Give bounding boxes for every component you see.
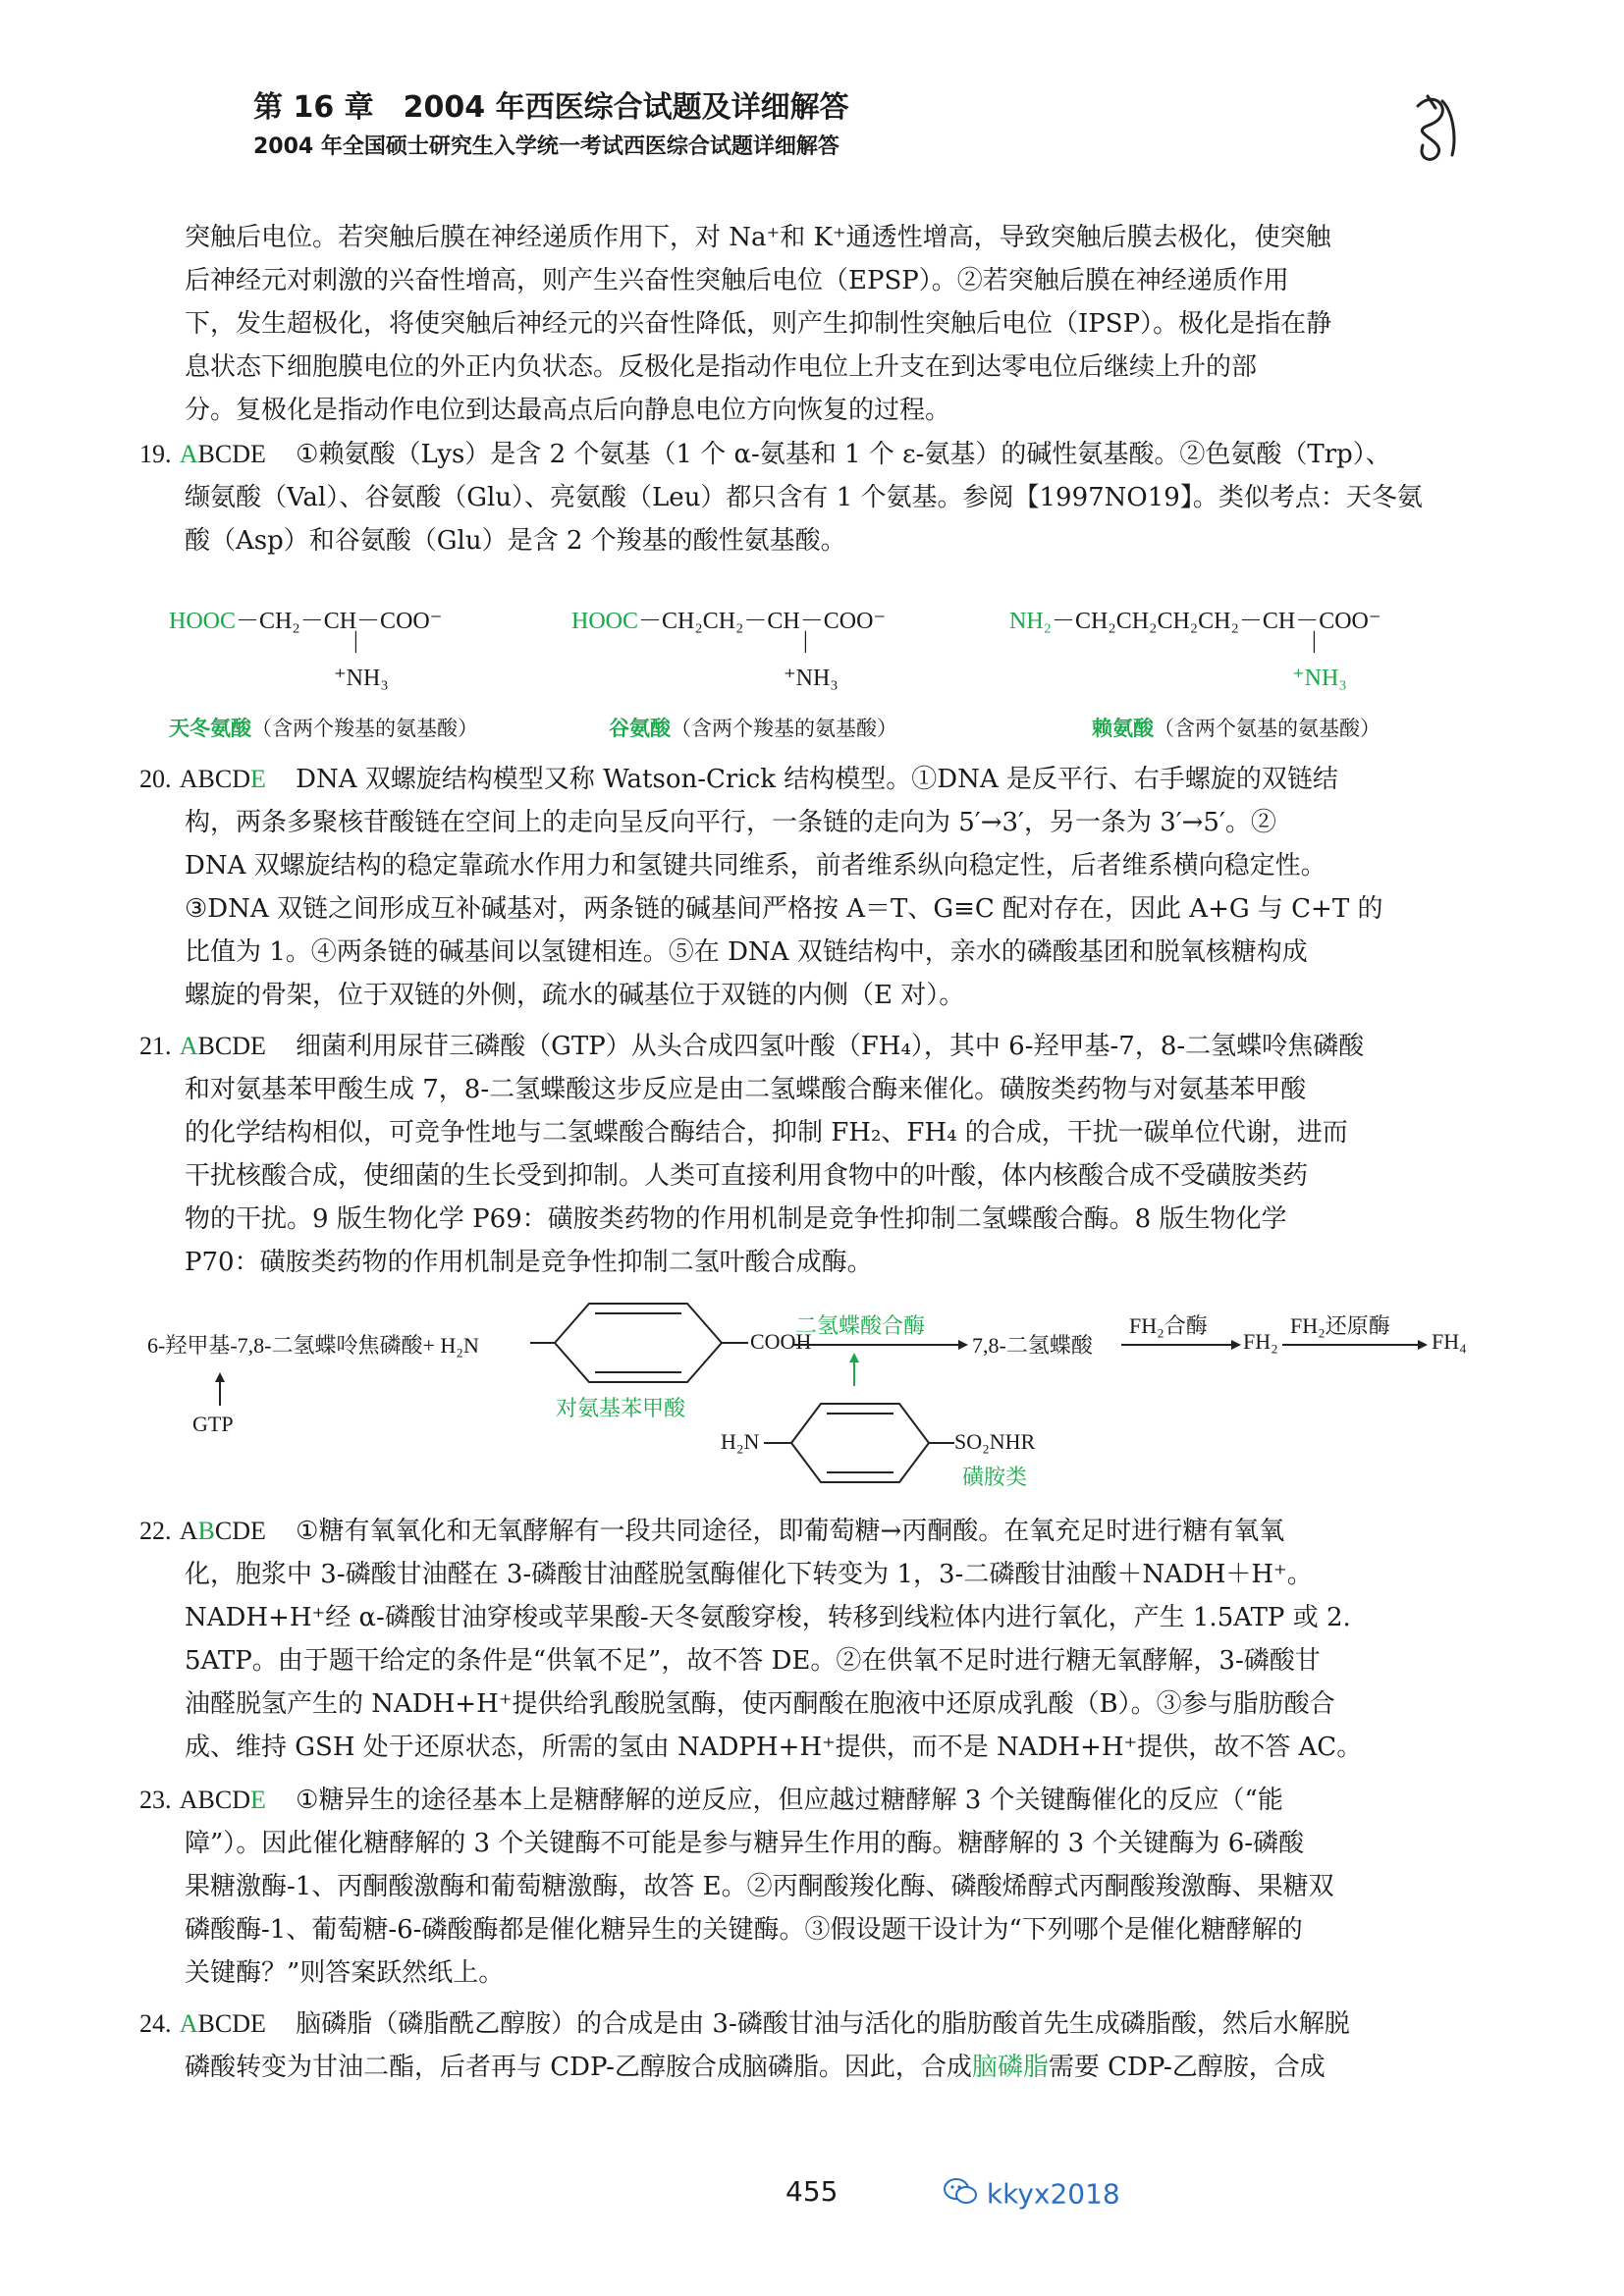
answer-correct: E <box>250 765 266 793</box>
explanation-line: 成、维持 GSH 处于还原状态，所需的氢由 NADPH+H⁺提供，而不是 NADH+H⁺提供，故不答 AC。 <box>185 1733 1363 1762</box>
intro-line: 下，发生超极化，将使突触后神经元的兴奋性降低，则产生抑制性突触后电位（IPSP）。极化是指在静 <box>185 309 1332 339</box>
so2nhr-label: SO₂NHR <box>954 1429 1036 1454</box>
answer-options: A <box>179 1517 198 1545</box>
question-number: 21. <box>139 1032 172 1060</box>
explanation-line: 干扰核酸合成，使细菌的生长受到抑制。人类可直接利用食物中的叶酸，体内核酸合成不受磺胺类药 <box>185 1161 1309 1191</box>
intro-line: 后神经元对刺激的兴奋性增高，则产生兴奋性突触后电位（EPSP）。②若突触后膜在神经递质作用 <box>185 266 1289 295</box>
explanation-line: 缬氨酸（Val）、谷氨酸（Glu）、亮氨酸（Leu）都只含有 1 个氨基。参阅【1997NO19】。类似考点：天冬氨 <box>185 483 1423 512</box>
chapter-title: 第 16 章 2004 年西医综合试题及详细解答 <box>253 90 849 125</box>
enzyme1-label: 二氢蝶酸合酶 <box>795 1313 926 1338</box>
explanation-line: 果糖激酶-1、丙酮酸激酶和葡萄糖激酶，故答 E。②丙酮酸羧化酶、磷酸烯醇式丙酮酸羧激酶、果糖双 <box>185 1872 1334 1901</box>
substrate-label: 6-羟甲基-7,8-二氢蝶呤焦磷酸+ H₂N <box>147 1333 479 1358</box>
enzyme2-label: FH₂合酶 <box>1129 1313 1208 1338</box>
asp-caption: 天冬氨酸（含两个羧基的氨基酸） <box>169 717 478 740</box>
explanation-line: 磷酸转变为甘油二酯，后者再与 CDP-乙醇胺合成脑磷脂。因此，合成脑磷脂需要 CDP-乙醇胺，合成 <box>185 2053 1326 2082</box>
explanation-line: DNA 双螺旋结构的稳定靠疏水作用力和氢键共同维系，前者维系纵向稳定性，后者维系横向稳定性。 <box>185 851 1326 881</box>
explanation-line: 细菌利用尿苷三磷酸（GTP）从头合成四氢叶酸（FH₄），其中 6-羟甲基-7，8-二氢蝶呤焦磷酸 <box>296 1032 1365 1061</box>
explanation-line: 油醛脱氢产生的 NADH+H⁺提供给乳酸脱氢酶，使丙酮酸在胞液中还原成乳酸（B）。③参与脂肪酸合 <box>185 1689 1335 1719</box>
explanation-line: 比值为 1。④两条链的碱基间以氢键相连。⑤在 DNA 双链结构中，亲水的磷酸基团和脱氧核糖构成 <box>185 937 1308 967</box>
explanation-line: ①糖有氧氧化和无氧酵解有一段共同途径，即葡萄糖→丙酮酸。在氧充足时进行糖有氧氧 <box>296 1517 1285 1546</box>
product1-label: 7,8-二氢蝶酸 <box>972 1333 1093 1358</box>
question-20 <box>139 758 1485 1017</box>
cooh-label: COOH <box>750 1329 812 1354</box>
explanation-line: ①赖氨酸（Lys）是含 2 个氨基（1 个 α-氨基和 1 个 ε-氨基）的碱性氨基酸。②色氨酸（Trp）、 <box>296 440 1391 469</box>
question-number: 22. <box>139 1517 172 1545</box>
product3-label: FH₄ <box>1432 1329 1467 1354</box>
explanation-line: DNA 双螺旋结构模型又称 Watson-Crick 结构模型。①DNA 是反平行、右手螺旋的双链结 <box>296 765 1338 794</box>
answer-correct: B <box>197 1517 215 1545</box>
explanation-line: 障”）。因此催化糖酵解的 3 个关键酶不可能是参与糖异生作用的酶。糖酵解的 3 个关键酶为 6-磷酸 <box>185 1829 1305 1858</box>
inhibition-arrow <box>846 1353 862 1388</box>
benzene-ring-paba <box>530 1298 756 1388</box>
explanation-line: 的化学结构相似，可竞争性地与二氢蝶酸合酶结合，抑制 FH₂、FH₄ 的合成，干扰一碳单位代谢，进而 <box>185 1118 1348 1148</box>
explanation-line: P70：磺胺类药物的作用机制是竞争性抑制二氢叶酸合成酶。 <box>185 1248 873 1277</box>
question-19 <box>139 433 1485 562</box>
paba-label: 对氨基苯甲酸 <box>556 1396 686 1420</box>
answer-options: ABCD <box>179 765 251 793</box>
intro-line: 突触后电位。若突触后膜在神经递质作用下，对 Na⁺和 K⁺通透性增高，导致突触后膜去极化，使突触 <box>185 223 1331 252</box>
glu-caption: 谷氨酸（含两个羧基的氨基酸） <box>609 717 897 740</box>
explanation-line: NADH+H⁺经 α-磷酸甘油穿梭或苹果酸-天冬氨酸穿梭，转移到线粒体内进行氧化，产生 1.5ATP 或 2. <box>185 1603 1351 1632</box>
lys-formula: NH₂－CH₂CH₂CH₂CH₂－CH－COO⁻ <box>1009 609 1381 634</box>
intro-paragraph <box>139 216 1485 432</box>
explanation-line: ①糖异生的途径基本上是糖酵解的逆反应，但应越过糖酵解 3 个关键酶催化的反应（“能 <box>296 1786 1283 1815</box>
explanation-line: 酸（Asp）和谷氨酸（Glu）是含 2 个羧基的酸性氨基酸。 <box>185 526 846 556</box>
intro-line: 息状态下细胞膜电位的外正内负状态。反极化是指动作电位上升支在到达零电位后继续上升的部 <box>185 352 1258 382</box>
benzene-ring-sulfa <box>762 1398 958 1488</box>
explanation-line: 5ATP。由于题干给定的条件是“供氧不足”，故不答 DE。②在供氧不足时进行糖无氧酵解，3-磷酸甘 <box>185 1646 1321 1676</box>
question-number: 23. <box>139 1786 172 1814</box>
page-number: 455 <box>785 2175 839 2208</box>
arrow-1 <box>793 1337 970 1353</box>
answer-options: ABCD <box>179 1786 251 1814</box>
enzyme3-label: FH₂还原酶 <box>1290 1313 1390 1338</box>
watermark <box>943 2177 1120 2214</box>
answer-options: BCDE <box>197 440 266 468</box>
arrow-2 <box>1121 1337 1243 1353</box>
wechat-icon <box>943 2177 978 2214</box>
explanation-line: 关键酶？”则答案跃然纸上。 <box>185 1958 505 1988</box>
answer-options: BCDE <box>197 2009 266 2038</box>
explanation-line: 螺旋的骨架，位于双链的外侧，疏水的碱基位于双链的内侧（E 对）。 <box>185 981 965 1010</box>
lys-nh3: ⁺NH₃ <box>1292 666 1347 691</box>
explanation-line: 磷酸酶-1、葡萄糖-6-磷酸酶都是催化糖异生的关键酶。③假设题干设计为“下列哪个是催化糖酵解的 <box>185 1915 1303 1945</box>
answer-options: CDE <box>214 1517 266 1545</box>
watermark-text: kkyx2018 <box>986 2177 1120 2211</box>
explanation-line: 脑磷脂（磷脂酰乙醇胺）的合成是由 3-磷酸甘油与活化的脂肪酸首先生成磷脂酸，然后水解脱 <box>296 2009 1350 2039</box>
answer-correct: E <box>250 1786 266 1814</box>
answer-correct: A <box>179 1032 198 1060</box>
scribble-mark <box>1398 86 1477 175</box>
explanation-line: 和对氨基苯甲酸生成 7，8-二氢蝶酸这步反应是由二氢蝶酸合酶来催化。磺胺类药物与对氨基苯甲酸 <box>185 1075 1307 1104</box>
explanation-line: 构，两条多聚核苷酸链在空间上的走向呈反向平行，一条链的走向为 5′→3′，另一条为 3′→5′。② <box>185 808 1276 837</box>
answer-correct: A <box>179 2009 198 2038</box>
question-22 <box>139 1510 1485 1769</box>
answer-options: BCDE <box>197 1032 266 1060</box>
explanation-line: 化，胞浆中 3-磷酸甘油醛在 3-磷酸甘油醛脱氢酶催化下转变为 1，3-二磷酸甘油酸＋NADH＋H⁺。 <box>185 1560 1313 1589</box>
glu-nh3: ⁺NH₃ <box>784 666 839 691</box>
sulfa-h2n-label: H₂N <box>721 1429 760 1454</box>
question-number: 19. <box>139 440 172 468</box>
product2-label: FH₂ <box>1243 1329 1278 1354</box>
explanation-line: ③DNA 双链之间形成互补碱基对，两条链的碱基间严格按 A＝T、G≡C 配对存在，因此 A+G 与 C+T 的 <box>185 894 1383 924</box>
question-23 <box>139 1779 1485 1995</box>
lys-caption: 赖氨酸（含两个氨基的氨基酸） <box>1092 717 1380 740</box>
asp-nh3: ⁺NH₃ <box>334 666 389 691</box>
answer-correct: A <box>179 440 198 468</box>
question-24 <box>139 2002 1485 2089</box>
asp-formula: HOOC－CH₂－CH－COO⁻ <box>169 609 443 634</box>
question-number: 20. <box>139 765 172 793</box>
gtp-arrow <box>212 1372 228 1408</box>
explanation-line: 物的干扰。9 版生物化学 P69：磺胺类药物的作用机制是竞争性抑制二氢蝶酸合酶。8 版生物化学 <box>185 1204 1287 1234</box>
intro-line: 分。复极化是指动作电位到达最高点后向静息电位方向恢复的过程。 <box>185 396 951 425</box>
arrow-3 <box>1282 1337 1430 1353</box>
sulfa-label: 磺胺类 <box>962 1465 1028 1489</box>
page-subtitle: 2004 年全国硕士研究生入学统一考试西医综合试题详细解答 <box>253 134 839 159</box>
gtp-label: GTP <box>192 1412 234 1436</box>
glu-formula: HOOC－CH₂CH₂－CH－COO⁻ <box>571 609 887 634</box>
question-21 <box>139 1025 1485 1284</box>
question-number: 24. <box>139 2009 172 2038</box>
